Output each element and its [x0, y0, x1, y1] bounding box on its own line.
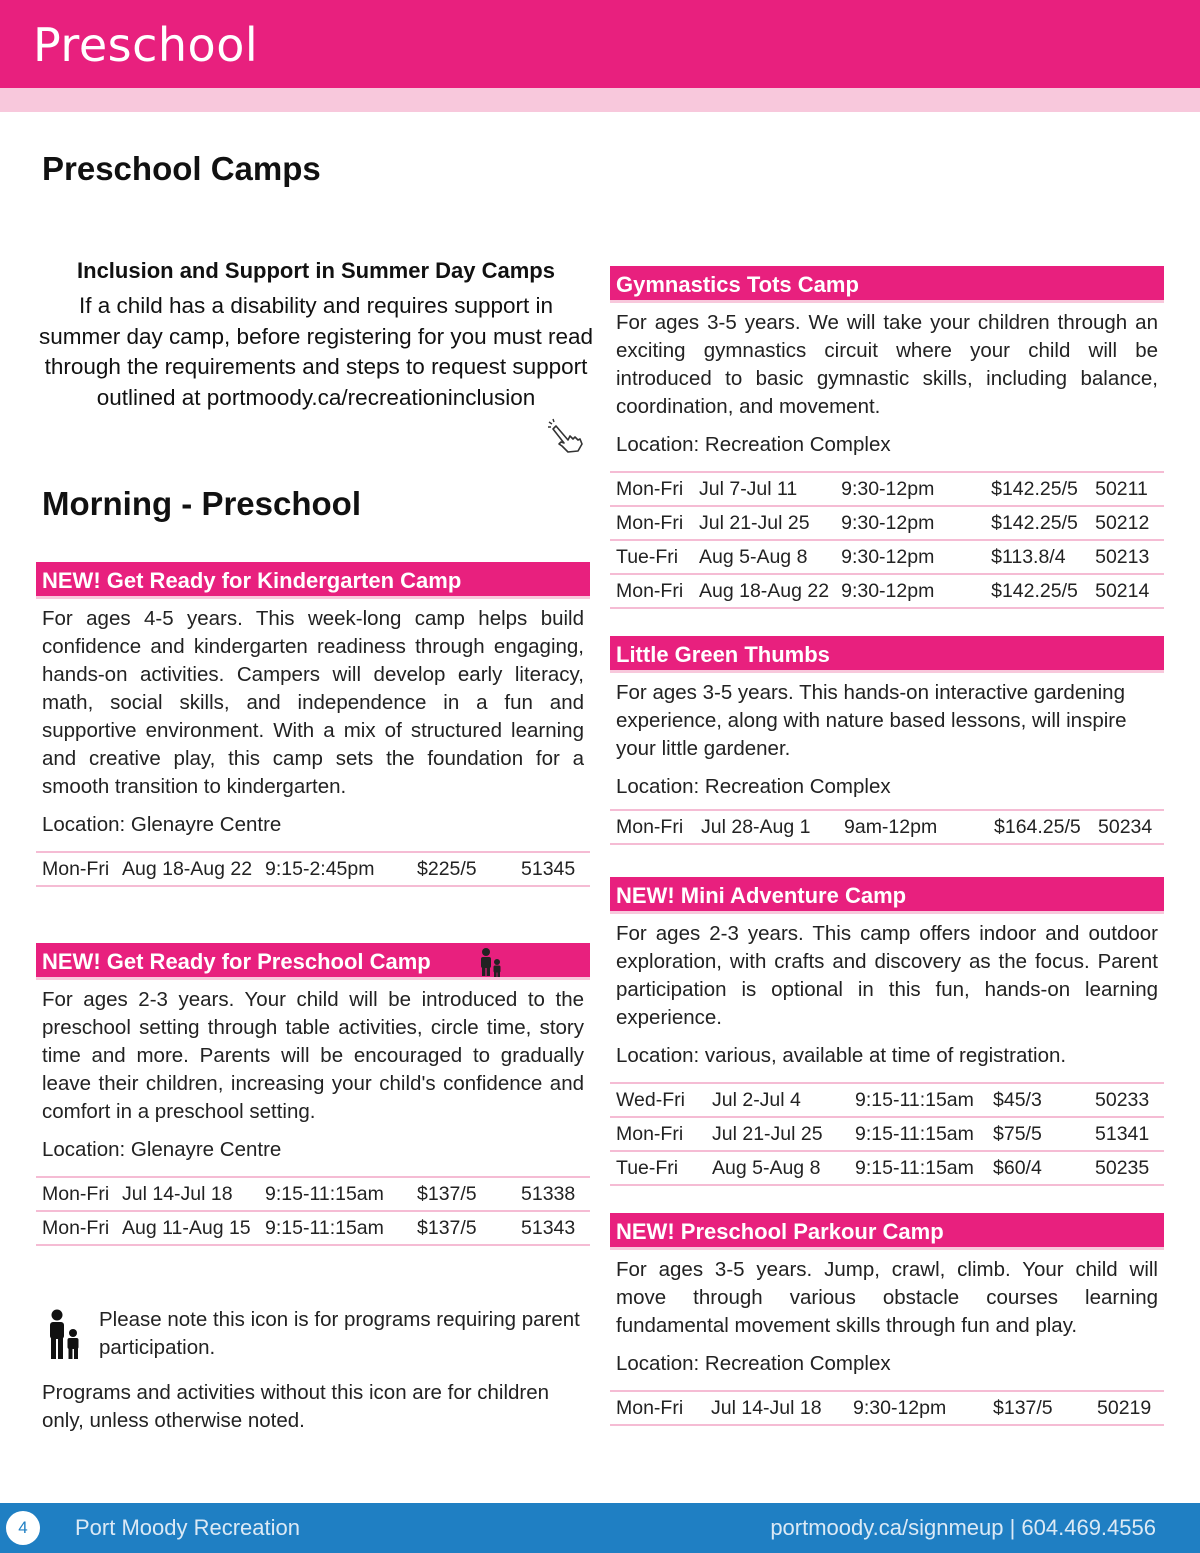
- cell-time: 9:15-11:15am: [849, 1117, 987, 1151]
- table-row: [36, 1211, 590, 1245]
- cell-price: $137/5: [987, 1391, 1091, 1425]
- cell-time: 9am-12pm: [838, 810, 988, 844]
- cell-days: Mon-Fri: [36, 1177, 116, 1211]
- cell-dates: Jul 21-Jul 25: [706, 1117, 849, 1151]
- cell-dates: Jul 28-Aug 1: [695, 810, 838, 844]
- page-title: Preschool Camps: [42, 150, 321, 187]
- schedule-table: [36, 851, 590, 887]
- cell-time: 9:30-12pm: [835, 506, 985, 540]
- cell-code[interactable]: 50213: [1089, 540, 1164, 574]
- program-description: For ages 3-5 years. Jump, crawl, climb. Your child will move through various obstacle courses learning fundamental movement skills through fun and play.: [616, 1258, 1158, 1337]
- footer-org-name: Port Moody Recreation: [75, 1515, 300, 1540]
- cell-code[interactable]: 50219: [1091, 1391, 1164, 1425]
- program-description: For ages 3-5 years. We will take your children through an exciting gymnastics circuit where your child will be introduced to basic gymnastic skills, including balance, coordination, and movement.: [616, 311, 1158, 418]
- table-row: [610, 1117, 1164, 1151]
- schedule-table: [610, 809, 1164, 845]
- cell-dates: Aug 18-Aug 22: [693, 574, 835, 608]
- cell-price: $142.25/5: [985, 506, 1089, 540]
- cell-price: $225/5: [411, 852, 515, 886]
- header-strip: [0, 88, 1200, 112]
- program-title-text: NEW! Get Ready for Preschool Camp: [42, 949, 431, 974]
- cell-time: 9:15-11:15am: [849, 1083, 987, 1117]
- cell-days: Tue-Fri: [610, 540, 693, 574]
- cell-price: $45/3: [987, 1083, 1089, 1117]
- cell-dates: Aug 5-Aug 8: [706, 1151, 849, 1185]
- cell-days: Mon-Fri: [610, 506, 693, 540]
- cell-code[interactable]: 51338: [515, 1177, 590, 1211]
- cell-price: $75/5: [987, 1117, 1089, 1151]
- table-row: [610, 540, 1164, 574]
- page-header: [0, 0, 1200, 88]
- cell-dates: Aug 18-Aug 22: [116, 852, 259, 886]
- cell-dates: Jul 14-Jul 18: [116, 1177, 259, 1211]
- inclusion-title: Inclusion and Support in Summer Day Camps: [77, 258, 555, 283]
- program-title: Gymnastics Tots Camp: [610, 266, 1164, 303]
- program-location: Location: Recreation Complex: [616, 1352, 891, 1375]
- cell-price: $113.8/4: [985, 540, 1089, 574]
- cell-time: 9:30-12pm: [835, 540, 985, 574]
- program-kindergarten: [36, 562, 590, 887]
- program-title: NEW! Mini Adventure Camp: [610, 877, 1164, 914]
- cell-time: 9:15-2:45pm: [259, 852, 411, 886]
- program-gymnastics: [610, 266, 1164, 609]
- schedule-table: [610, 1390, 1164, 1426]
- cell-days: Mon-Fri: [610, 574, 693, 608]
- table-row: [36, 1177, 590, 1211]
- table-row: [610, 1083, 1164, 1117]
- program-preschool: [36, 943, 590, 1246]
- program-location: Location: various, available at time of registration.: [616, 1044, 1067, 1067]
- parent-child-icon: [478, 947, 504, 977]
- cell-dates: Aug 11-Aug 15: [116, 1211, 259, 1245]
- table-row: [610, 472, 1164, 506]
- cell-price: $142.25/5: [985, 472, 1089, 506]
- morning-heading: Morning - Preschool: [42, 485, 362, 522]
- cell-time: 9:15-11:15am: [259, 1211, 411, 1245]
- program-description: For ages 3-5 years. This hands-on interactive gardening experience, along with nature based lessons, will inspire your little gardener.: [616, 681, 1127, 760]
- schedule-table: [36, 1176, 590, 1246]
- cell-code[interactable]: 50234: [1092, 810, 1164, 844]
- cell-price: $137/5: [411, 1177, 515, 1211]
- program-title: Little Green Thumbs: [610, 636, 1164, 673]
- program-location: Location: Glenayre Centre: [42, 1138, 282, 1161]
- note-other-text: Programs and activities without this icon are for children only, unless otherwise noted.: [42, 1381, 550, 1432]
- schedule-table: [610, 1082, 1164, 1186]
- cell-code[interactable]: 50214: [1089, 574, 1164, 608]
- cell-code[interactable]: 50233: [1089, 1083, 1164, 1117]
- cell-dates: Jul 21-Jul 25: [693, 506, 835, 540]
- table-row: [610, 574, 1164, 608]
- schedule-table: [610, 471, 1164, 609]
- inclusion-body[interactable]: If a child has a disability and requires support in summer day camp, before registering for you must read through the requirements and steps to request support outlined at portmoody.ca/recreationinclusion: [39, 293, 593, 410]
- cell-time: 9:30-12pm: [835, 574, 985, 608]
- cell-days: Mon-Fri: [610, 1117, 706, 1151]
- cell-price: $142.25/5: [985, 574, 1089, 608]
- program-description: For ages 2-3 years. This camp offers indoor and outdoor exploration, with crafts and discovery as the focus. Parent participation is optional in this fun, hands-on learning experience.: [616, 922, 1158, 1029]
- cell-time: 9:30-12pm: [847, 1391, 987, 1425]
- program-title: [36, 943, 590, 980]
- table-row: [36, 852, 590, 886]
- cell-dates: Jul 14-Jul 18: [705, 1391, 847, 1425]
- program-green-thumbs: [610, 636, 1164, 845]
- cell-code[interactable]: 50212: [1089, 506, 1164, 540]
- cell-days: Mon-Fri: [610, 1391, 705, 1425]
- cell-time: 9:30-12pm: [835, 472, 985, 506]
- cell-code[interactable]: 51345: [515, 852, 590, 886]
- program-title: NEW! Get Ready for Kindergarten Camp: [36, 562, 590, 599]
- cell-dates: Jul 7-Jul 11: [693, 472, 835, 506]
- program-location: Location: Glenayre Centre: [42, 813, 282, 836]
- cell-days: Tue-Fri: [610, 1151, 706, 1185]
- table-row: [610, 506, 1164, 540]
- note-icon-text: Please note this icon is for programs requiring parent participation.: [99, 1308, 580, 1359]
- table-row: [610, 810, 1164, 844]
- cell-price: $164.25/5: [988, 810, 1092, 844]
- cell-price: $60/4: [987, 1151, 1089, 1185]
- parent-child-icon: [46, 1308, 82, 1360]
- cell-time: 9:15-11:15am: [849, 1151, 987, 1185]
- program-mini-adventure: [610, 877, 1164, 1186]
- cell-code[interactable]: 51343: [515, 1211, 590, 1245]
- page-number: 4: [6, 1511, 40, 1545]
- cell-time: 9:15-11:15am: [259, 1177, 411, 1211]
- program-description: For ages 2-3 years. Your child will be introduced to the preschool setting through table activities, circle time, story time and more. Parents will be encouraged to gradually leave their children, increasing your child's confidence and comfort in a preschool setting.: [42, 988, 584, 1123]
- cell-code[interactable]: 51341: [1089, 1117, 1164, 1151]
- cell-days: Mon-Fri: [36, 852, 116, 886]
- program-description: For ages 4-5 years. This week-long camp helps build confidence and kindergarten readiness through engaging, hands-on activities. Campers will develop early literacy, math, social skills, and independence in a fun and supportive environment. With a mix of structured learning and creative play, this camp sets the foundation for a smooth transition to kindergarten.: [42, 607, 584, 798]
- cell-days: Mon-Fri: [36, 1211, 116, 1245]
- page-footer: [0, 1503, 1200, 1553]
- cell-price: $137/5: [411, 1211, 515, 1245]
- program-parkour: [610, 1213, 1164, 1426]
- pointing-hand-icon: [546, 418, 586, 454]
- table-row: [610, 1151, 1164, 1185]
- section-title: Preschool: [33, 18, 259, 72]
- cell-code[interactable]: 50211: [1089, 472, 1164, 506]
- cell-days: Mon-Fri: [610, 810, 695, 844]
- program-location: Location: Recreation Complex: [616, 433, 891, 456]
- cell-code[interactable]: 50235: [1089, 1151, 1164, 1185]
- program-location: Location: Recreation Complex: [616, 775, 891, 798]
- parent-participation-note: [42, 1306, 590, 1435]
- cell-days: Wed-Fri: [610, 1083, 706, 1117]
- table-row: [610, 1391, 1164, 1425]
- cell-days: Mon-Fri: [610, 472, 693, 506]
- inclusion-notice: [38, 258, 594, 413]
- program-title: NEW! Preschool Parkour Camp: [610, 1213, 1164, 1250]
- cell-dates: Jul 2-Jul 4: [706, 1083, 849, 1117]
- cell-dates: Aug 5-Aug 8: [693, 540, 835, 574]
- footer-contact-link[interactable]: portmoody.ca/signmeup | 604.469.4556: [770, 1515, 1156, 1540]
